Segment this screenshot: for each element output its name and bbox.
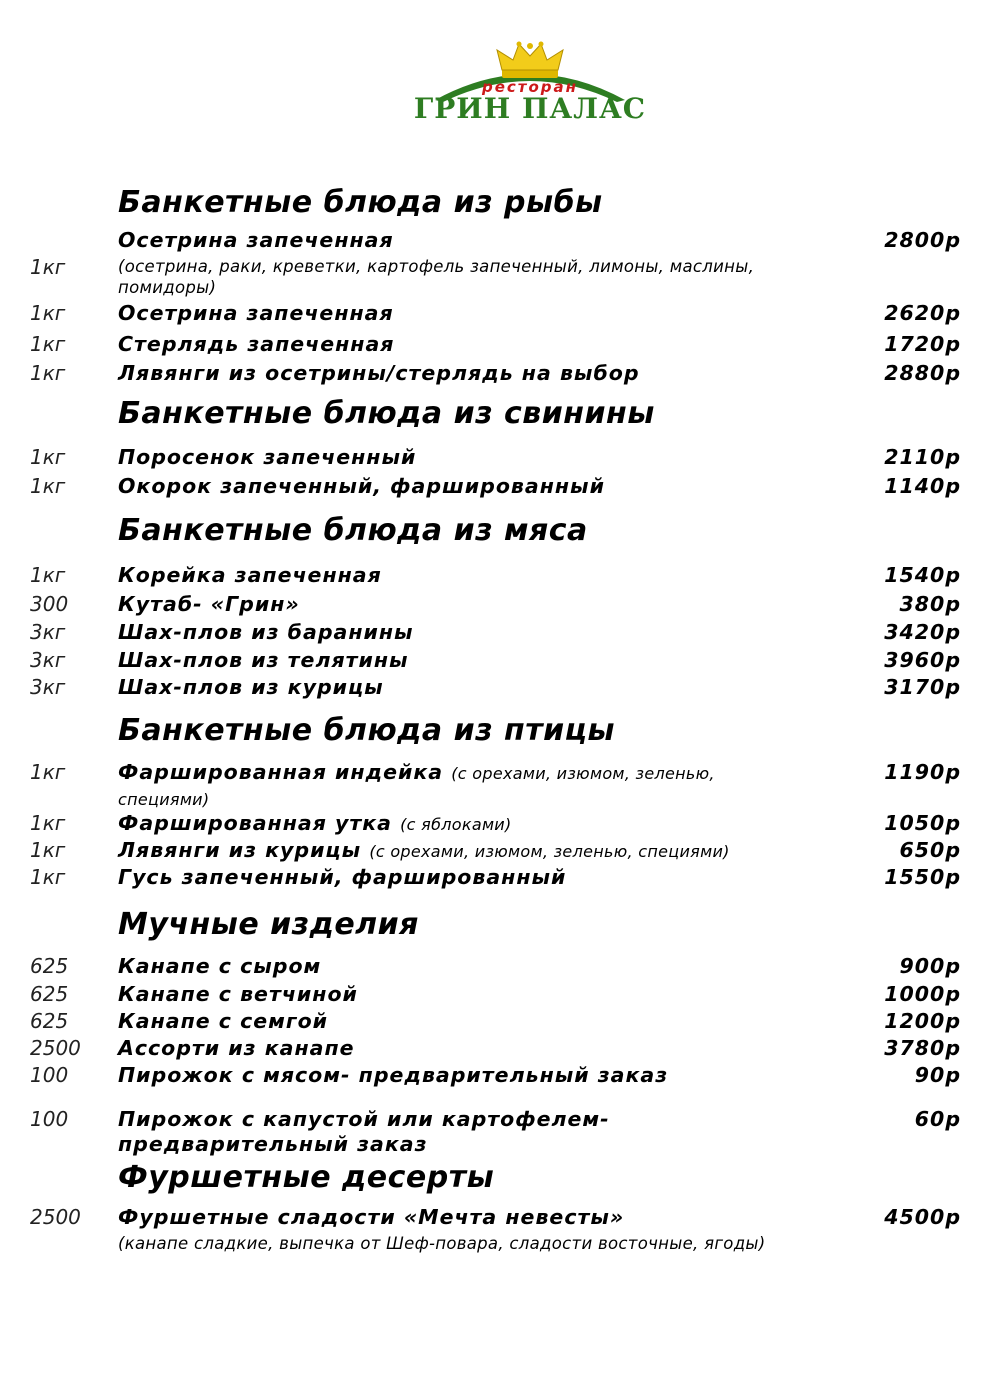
item-qty: 2500 bbox=[30, 1205, 81, 1229]
item-name: Шах-плов из баранины bbox=[118, 620, 414, 644]
restaurant-logo bbox=[405, 40, 655, 135]
item-name-line bbox=[118, 838, 838, 864]
item-price: 60р bbox=[914, 1107, 961, 1131]
crown-icon bbox=[497, 42, 563, 79]
item-description: (канапе сладкие, выпечка от Шеф-повара, сладости восточные, ягоды) bbox=[118, 1234, 766, 1253]
item-name: Корейка запеченная bbox=[118, 563, 382, 587]
logo-subtitle: ресторан bbox=[481, 78, 579, 96]
section-title: Банкетные блюда из мяса bbox=[118, 513, 588, 548]
item-price: 4500р bbox=[884, 1205, 961, 1229]
item-qty: 1кг bbox=[30, 563, 66, 587]
item-qty: 1кг bbox=[30, 361, 66, 385]
section-title: Фуршетные десерты bbox=[118, 1160, 495, 1195]
item-qty: 625 bbox=[30, 1009, 69, 1033]
item-price: 90р bbox=[914, 1063, 961, 1087]
item-price: 2110р bbox=[884, 445, 961, 469]
item-name: Гусь запеченный, фаршированный bbox=[118, 865, 567, 889]
item-price: 3170р bbox=[884, 675, 961, 699]
item-name: Окорок запеченный, фаршированный bbox=[118, 474, 605, 498]
item-price: 3420р bbox=[884, 620, 961, 644]
item-price: 3960р bbox=[884, 648, 961, 672]
item-qty: 2500 bbox=[30, 1036, 81, 1060]
item-price: 1190р bbox=[884, 760, 961, 784]
item-price: 1050р bbox=[884, 811, 961, 835]
item-qty: 1кг bbox=[30, 301, 66, 325]
section-title: Банкетные блюда из свинины bbox=[118, 396, 655, 431]
item-name: Стерлядь запеченная bbox=[118, 332, 395, 356]
item-note: (с орехами, изюмом, зеленью, специями) bbox=[118, 764, 715, 809]
item-price: 1200р bbox=[884, 1009, 961, 1033]
item-name: Канапе с семгой bbox=[118, 1009, 329, 1033]
item-description: (осетрина, раки, креветки, картофель запеченный, лимоны, маслины, помидоры) bbox=[118, 257, 755, 297]
item-qty: 3кг bbox=[30, 675, 66, 699]
item-name: Шах-плов из телятины bbox=[118, 648, 409, 672]
item-qty: 100 bbox=[30, 1107, 69, 1131]
item-name-line bbox=[118, 811, 838, 837]
item-note: (с яблоками) bbox=[400, 815, 512, 834]
item-qty: 1кг bbox=[30, 865, 66, 889]
item-qty: 1кг bbox=[30, 445, 66, 469]
item-name: Осетрина запеченная bbox=[118, 228, 394, 252]
item-qty: 3кг bbox=[30, 620, 66, 644]
item-price: 2880р bbox=[884, 361, 961, 385]
item-price: 1550р bbox=[884, 865, 961, 889]
item-qty: 100 bbox=[30, 1063, 69, 1087]
item-name: Фаршированная индейка bbox=[118, 760, 444, 784]
item-name: Кутаб- «Грин» bbox=[118, 592, 300, 616]
item-name: Лявянги из осетрины/стерлядь на выбор bbox=[118, 361, 640, 385]
section-title: Мучные изделия bbox=[118, 907, 419, 942]
item-name: Канапе с сыром bbox=[118, 954, 322, 978]
item-qty: 1кг bbox=[30, 255, 66, 279]
item-name-line bbox=[118, 760, 808, 812]
section-title: Банкетные блюда из птицы bbox=[118, 713, 615, 748]
section-title: Банкетные блюда из рыбы bbox=[118, 185, 603, 220]
item-name: Лявянги из курицы bbox=[118, 838, 362, 862]
item-name: Пирожок с мясом- предварительный заказ bbox=[118, 1063, 669, 1087]
item-price: 3780р bbox=[884, 1036, 961, 1060]
item-qty: 1кг bbox=[30, 332, 66, 356]
logo-title: ГРИН ПАЛАС bbox=[413, 92, 647, 125]
item-qty: 300 bbox=[30, 592, 69, 616]
item-price: 650р bbox=[899, 838, 961, 862]
item-price: 2800р bbox=[884, 228, 961, 252]
item-price: 380р bbox=[899, 592, 961, 616]
item-name: Фуршетные сладости «Мечта невесты» bbox=[118, 1205, 625, 1229]
item-name: Поросенок запеченный bbox=[118, 445, 417, 469]
item-qty: 1кг bbox=[30, 838, 66, 862]
item-qty: 1кг bbox=[30, 760, 66, 784]
item-price: 1720р bbox=[884, 332, 961, 356]
item-qty: 3кг bbox=[30, 648, 66, 672]
item-price: 1140р bbox=[884, 474, 961, 498]
item-qty: 625 bbox=[30, 954, 69, 978]
item-qty: 1кг bbox=[30, 811, 66, 835]
item-price: 1000р bbox=[884, 982, 961, 1006]
item-note: (с орехами, изюмом, зеленью, специями) bbox=[369, 842, 730, 861]
item-name: Канапе с ветчиной bbox=[118, 982, 358, 1006]
item-name: Пирожок с капустой или картофелем- предварительный заказ bbox=[118, 1107, 610, 1156]
item-price: 1540р bbox=[884, 563, 961, 587]
item-price: 2620р bbox=[884, 301, 961, 325]
item-name: Ассорти из канапе bbox=[118, 1036, 355, 1060]
item-name: Осетрина запеченная bbox=[118, 301, 394, 325]
item-qty: 625 bbox=[30, 982, 69, 1006]
item-name: Шах-плов из курицы bbox=[118, 675, 384, 699]
item-qty: 1кг bbox=[30, 474, 66, 498]
item-name: Фаршированная утка bbox=[118, 811, 392, 835]
item-price: 900р bbox=[899, 954, 961, 978]
